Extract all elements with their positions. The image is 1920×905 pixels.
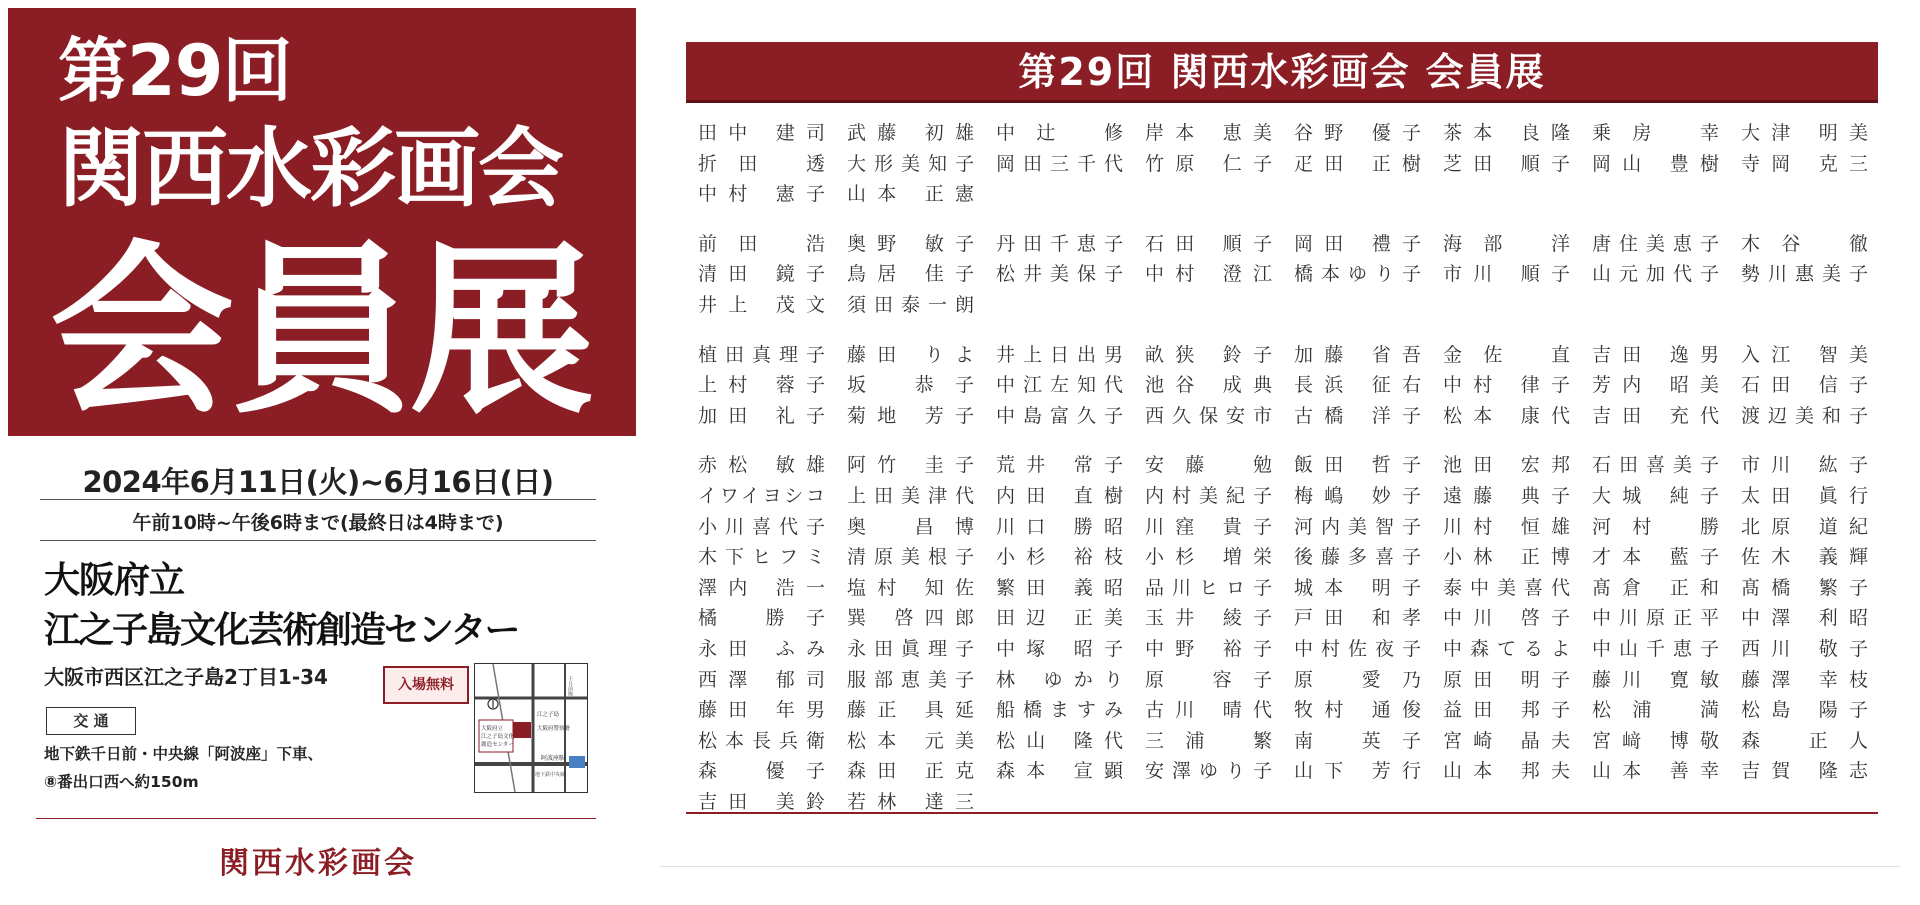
member-name: 古橋 洋子 — [1294, 404, 1421, 427]
member-name: 赤松 敏雄 — [698, 454, 825, 477]
member-name: 木谷 徹 — [1741, 232, 1868, 255]
member-block — [698, 229, 1878, 321]
member-name: 澤内 浩一 — [698, 576, 825, 599]
member-name: 服部恵美子 — [847, 668, 974, 691]
member-name: 小杉 裕枝 — [996, 546, 1123, 569]
member-name: 木下ヒフミ — [698, 546, 825, 569]
access-directions-exit: ⑧番出口西へ約150m — [44, 773, 199, 791]
member-name: 岡田三千代 — [996, 152, 1123, 175]
member-row — [698, 450, 1878, 481]
member-name: 玉井 綾子 — [1145, 607, 1272, 630]
venue-marker — [513, 722, 531, 738]
member-name: 中山千恵子 — [1592, 637, 1719, 660]
member-name: 松島 陽子 — [1741, 699, 1868, 722]
member-name: 折田 透 — [698, 152, 825, 175]
member-name: 吉賀 隆志 — [1741, 760, 1868, 783]
member-name: 長浜 征右 — [1294, 374, 1421, 397]
member-name: 安澤ゆり子 — [1145, 760, 1272, 783]
member-name: 遠藤 典子 — [1443, 484, 1570, 507]
member-block — [698, 340, 1878, 432]
member-name: 髙橋 繁子 — [1741, 576, 1868, 599]
member-name: 金佐 直 — [1443, 343, 1570, 366]
member-name: 森 正人 — [1741, 729, 1868, 752]
member-name: 中村 澄江 — [1145, 263, 1272, 286]
member-name: 芳内 昭美 — [1592, 374, 1719, 397]
title-panel — [8, 8, 636, 439]
member-name: 中森てるよ — [1443, 637, 1570, 660]
member-name: 橋本ゆり子 — [1294, 263, 1421, 286]
member-row — [698, 695, 1878, 726]
member-name: 安藤 勉 — [1145, 454, 1272, 477]
member-name: 飯田 哲子 — [1294, 454, 1421, 477]
member-row — [698, 229, 1878, 260]
divider — [40, 499, 596, 500]
member-name: 奥野 敏子 — [847, 232, 974, 255]
exhibition-title: 会員展 — [50, 225, 591, 439]
member-name: 松井美保子 — [996, 263, 1123, 286]
exhibition-dates: 2024年6月11日(火)~6月16日(日) — [82, 465, 554, 499]
map-graphic — [475, 664, 587, 792]
member-name: 繁田 義昭 — [996, 576, 1123, 599]
member-name: 中塚 昭子 — [996, 637, 1123, 660]
member-row — [698, 603, 1878, 634]
member-name: 茶本 良隆 — [1443, 122, 1570, 144]
svg-text:大阪府立: 大阪府立 — [481, 726, 504, 732]
member-name: 藤正 具延 — [847, 699, 974, 722]
member-row — [698, 512, 1878, 543]
roster-bottom-rule — [686, 812, 1878, 814]
member-name: 古川 晴代 — [1145, 699, 1272, 722]
member-name: 太田 眞行 — [1741, 484, 1868, 507]
member-name: 谷野 優子 — [1294, 122, 1421, 144]
footer-divider — [36, 818, 596, 819]
member-name: 入江 智美 — [1741, 343, 1868, 366]
member-name: 岸本 恵美 — [1145, 122, 1272, 144]
member-name: 山本 善幸 — [1592, 760, 1719, 783]
member-name: 清田 鏡子 — [698, 263, 825, 286]
member-name: 荒井 常子 — [996, 454, 1123, 477]
member-name: 市川 紘子 — [1741, 454, 1868, 477]
member-name: 中村佐夜子 — [1294, 637, 1421, 660]
member-name: 岡山 豊樹 — [1592, 152, 1719, 175]
member-name: 西久保安市 — [1145, 404, 1272, 427]
member-name: 後藤多喜子 — [1294, 546, 1421, 569]
member-name: 松本長兵衛 — [698, 729, 825, 752]
member-name: 田中 建司 — [698, 122, 825, 144]
free-admission-badge: 入場無料 — [383, 666, 469, 704]
member-name: 河内美智子 — [1294, 515, 1421, 538]
member-name: 川口 勝昭 — [996, 515, 1123, 538]
member-name: 石田 信子 — [1741, 374, 1868, 397]
member-name: 小林 正博 — [1443, 546, 1570, 569]
member-row — [698, 259, 1878, 290]
member-name: 石田 順子 — [1145, 232, 1272, 255]
venue-prefecture: 大阪府立 — [44, 560, 185, 601]
member-block — [698, 450, 1878, 817]
member-name: 大津 明美 — [1741, 122, 1868, 144]
member-name: 松本 康代 — [1443, 404, 1570, 427]
member-name: 坂 恭子 — [847, 374, 974, 397]
member-name: 奥 昌博 — [847, 515, 974, 538]
member-name: 中川 啓子 — [1443, 607, 1570, 630]
member-name: 塩村 知佐 — [847, 576, 974, 599]
member-name: 梅嶋 妙子 — [1294, 484, 1421, 507]
member-name: 須田泰一朗 — [847, 293, 974, 316]
member-name: 石田喜美子 — [1592, 454, 1719, 477]
member-row — [698, 370, 1878, 401]
member-name: 森田 正克 — [847, 760, 974, 783]
member-name: 藤田 年男 — [698, 699, 825, 722]
member-name: 中川原正平 — [1592, 607, 1719, 630]
venue-name: 江之子島文化芸術創造センター — [44, 610, 519, 651]
svg-text:江之子島文化: 江之子島文化 — [481, 734, 515, 740]
member-name: 宮崎 晶夫 — [1443, 729, 1570, 752]
member-name: 前田 浩 — [698, 232, 825, 255]
member-name: 山元加代子 — [1592, 263, 1719, 286]
member-name: 永田 ふみ — [698, 637, 825, 660]
member-name: 宮﨑 博敬 — [1592, 729, 1719, 752]
member-name: 泰中美喜代 — [1443, 576, 1570, 599]
member-name: 巽 啓四郎 — [847, 607, 974, 630]
roster-title: 第29回 関西水彩画会 会員展 — [1018, 50, 1546, 94]
member-name: 吉田 充代 — [1592, 404, 1719, 427]
member-row — [698, 573, 1878, 604]
member-name: 唐住美恵子 — [1592, 232, 1719, 255]
member-name: 北原 道紀 — [1741, 515, 1868, 538]
member-name: 林 ゆかり — [996, 668, 1123, 691]
member-name: イワイヨシコ — [698, 484, 825, 507]
station-marker — [569, 756, 585, 768]
member-row — [698, 118, 1878, 149]
member-name: 佐木 義輝 — [1741, 546, 1868, 569]
member-name: 髙倉 正和 — [1592, 576, 1719, 599]
access-map — [474, 663, 588, 793]
member-name: 乗房 幸 — [1592, 122, 1719, 144]
member-row — [698, 542, 1878, 573]
svg-text:江之子島: 江之子島 — [537, 712, 560, 718]
member-name: 大城 純子 — [1592, 484, 1719, 507]
member-name: 竹原 仁子 — [1145, 152, 1272, 175]
member-name: 小杉 増栄 — [1145, 546, 1272, 569]
member-name: 岡田 禮子 — [1294, 232, 1421, 255]
member-name: 山本 正憲 — [847, 183, 974, 206]
member-name: 城本 明子 — [1294, 576, 1421, 599]
edition-title: 第29回 — [58, 30, 292, 112]
member-name: 寺岡 克三 — [1741, 152, 1868, 175]
member-row — [698, 179, 1878, 210]
member-name: 松浦 満 — [1592, 699, 1719, 722]
member-name: 池谷 成典 — [1145, 374, 1272, 397]
member-name: 西川 敬子 — [1741, 637, 1868, 660]
member-name: 市川 順子 — [1443, 263, 1570, 286]
member-name: 植田真理子 — [698, 343, 825, 366]
member-name: 疋田 正樹 — [1294, 152, 1421, 175]
member-name: 加田 礼子 — [698, 404, 825, 427]
member-name: 上田美津代 — [847, 484, 974, 507]
roster-header — [686, 42, 1878, 103]
member-name: 阿竹 圭子 — [847, 454, 974, 477]
member-row — [698, 290, 1878, 321]
member-name: 藤澤 幸枝 — [1741, 668, 1868, 691]
member-name: 山本 邦夫 — [1443, 760, 1570, 783]
member-name: 上村 蓉子 — [698, 374, 825, 397]
member-name: 若林 達三 — [847, 790, 974, 813]
member-row — [698, 756, 1878, 787]
member-name: 内田 直樹 — [996, 484, 1123, 507]
exhibition-flyer — [0, 0, 650, 905]
access-directions: 地下鉄千日前・中央線「阿波座」下車、 — [44, 745, 324, 763]
venue-address: 大阪市西区江之子島2丁目1-34 — [44, 665, 328, 689]
member-name: 南 英子 — [1294, 729, 1421, 752]
member-name: 加藤 省吾 — [1294, 343, 1421, 366]
member-name: 畝狭 鈴子 — [1145, 343, 1272, 366]
opening-hours: 午前10時~午後6時まで(最終日は4時まで) — [132, 512, 504, 534]
member-name: 原 愛乃 — [1294, 668, 1421, 691]
member-name: 海部 洋 — [1443, 232, 1570, 255]
member-row — [698, 401, 1878, 432]
member-name: 松山 隆代 — [996, 729, 1123, 752]
svg-text:阿波座駅: 阿波座駅 — [541, 755, 566, 762]
page-edge — [660, 866, 1900, 867]
member-name: 清原美根子 — [847, 546, 974, 569]
member-name: 西澤 郁司 — [698, 668, 825, 691]
member-name: 藤田 りよ — [847, 343, 974, 366]
member-name: 中野 裕子 — [1145, 637, 1272, 660]
member-name: 勢川惠美子 — [1741, 263, 1868, 286]
society-name: 関西水彩画会 — [58, 119, 562, 219]
member-name: 小川喜代子 — [698, 515, 825, 538]
member-name: 丹田千恵子 — [996, 232, 1123, 255]
member-name: 藤川 寛敏 — [1592, 668, 1719, 691]
member-name: 船橋ますみ — [996, 699, 1123, 722]
member-name: 松本 元美 — [847, 729, 974, 752]
member-name: 才本 藍子 — [1592, 546, 1719, 569]
member-name: 中江左知代 — [996, 374, 1123, 397]
member-name: 菊地 芳子 — [847, 404, 974, 427]
member-name: 原 容子 — [1145, 668, 1272, 691]
member-name: 中村 律子 — [1443, 374, 1570, 397]
svg-text:大阪府警察署: 大阪府警察署 — [537, 726, 571, 732]
divider — [40, 540, 596, 541]
member-row — [698, 481, 1878, 512]
member-name: 吉田 逸男 — [1592, 343, 1719, 366]
member-name: 中辻 修 — [996, 122, 1123, 144]
member-name: 武藤 初雄 — [847, 122, 974, 144]
member-list — [698, 118, 1878, 836]
member-name: 田辺 正美 — [996, 607, 1123, 630]
svg-text:創造センター: 創造センター — [481, 742, 514, 748]
member-name: 井上日出男 — [996, 343, 1123, 366]
member-name: 中島富久子 — [996, 404, 1123, 427]
svg-text:千日前線: 千日前線 — [567, 676, 573, 696]
member-name: 戸田 和孝 — [1294, 607, 1421, 630]
member-name: 河村 勝 — [1592, 515, 1719, 538]
member-name: 山下 芳行 — [1294, 760, 1421, 783]
member-name: 川窪 貴子 — [1145, 515, 1272, 538]
svg-text:地下鉄中央線: 地下鉄中央線 — [535, 772, 566, 778]
member-block — [698, 118, 1878, 210]
member-row — [698, 340, 1878, 371]
member-name: 池田 宏邦 — [1443, 454, 1570, 477]
member-name: 品川ヒロ子 — [1145, 576, 1272, 599]
member-name: 永田眞理子 — [847, 637, 974, 660]
member-name: 森 優子 — [698, 760, 825, 783]
member-name: 原田 明子 — [1443, 668, 1570, 691]
member-name: 大形美知子 — [847, 152, 974, 175]
member-name: 川村 恒雄 — [1443, 515, 1570, 538]
member-name: 橘 勝子 — [698, 607, 825, 630]
member-name: 牧村 通俊 — [1294, 699, 1421, 722]
organizer-name: 関西水彩画会 — [219, 846, 417, 881]
member-row — [698, 149, 1878, 180]
transport-label: 交 通 — [46, 707, 136, 735]
member-row — [698, 665, 1878, 696]
member-name: 渡辺美和子 — [1741, 404, 1868, 427]
member-name: 内村美紀子 — [1145, 484, 1272, 507]
member-row — [698, 726, 1878, 757]
member-row — [698, 634, 1878, 665]
member-name: 中村 憲子 — [698, 183, 825, 206]
member-name: 井上 茂文 — [698, 293, 825, 316]
member-name: 吉田 美鈴 — [698, 790, 825, 813]
member-name: 益田 邦子 — [1443, 699, 1570, 722]
member-name: 芝田 順子 — [1443, 152, 1570, 175]
member-name: 森本 宣顕 — [996, 760, 1123, 783]
member-name: 中澤 利昭 — [1741, 607, 1868, 630]
member-name: 三浦 繁 — [1145, 729, 1272, 752]
member-name: 鳥居 佳子 — [847, 263, 974, 286]
